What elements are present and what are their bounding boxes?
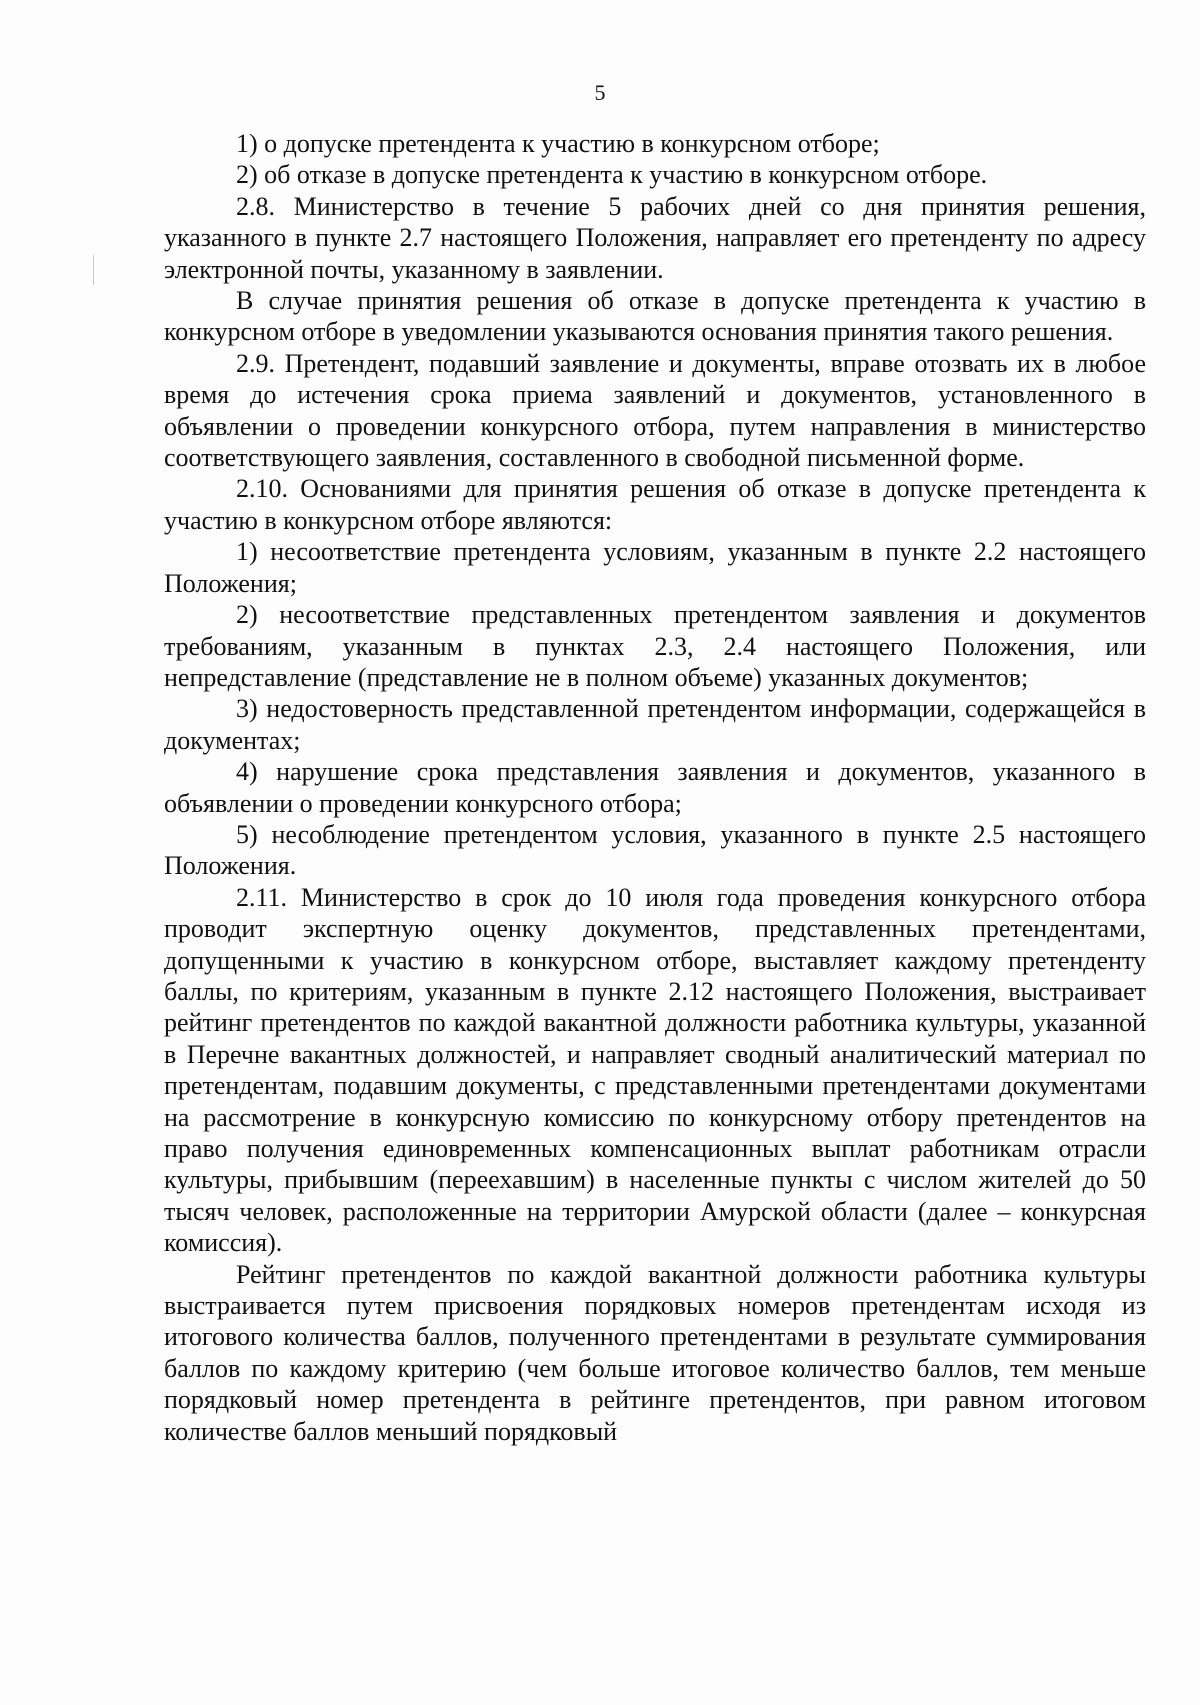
paragraph-ground-3: 3) недостоверность представленной претендентом информации, содержащейся в документах; — [164, 694, 1146, 755]
paragraph-refusal-notice: В случае принятия решения об отказе в допуске претендента к участию в конкурсном отборе в уведомлении указываются основания принятия такого решения. — [164, 286, 1146, 347]
paragraph-item-2: 2) об отказе в допуске претендента к участию в конкурсном отборе. — [236, 160, 988, 190]
paragraph-item-1: 1) о допуске претендента к участию в конкурсном отборе; — [236, 129, 880, 158]
paragraph-ground-2: 2) несоответствие представленных претендентом заявления и документов требованиям, указанным в пунктах 2.3, 2.4 настоящего Положения, или непредставление (представление не в полном объеме) указанных документов; — [164, 600, 1146, 692]
document-body — [164, 128, 1146, 1447]
paragraph-ground-1: 1) несоответствие претендента условиям, указанным в пункте 2.2 настоящего Положения; — [164, 537, 1146, 598]
paragraph-ground-4: 4) нарушение срока представления заявления и документов, указанного в объявлении о проведении конкурсного отбора; — [164, 757, 1146, 818]
scan-margin-mark — [93, 255, 94, 285]
page-number: 5 — [594, 80, 606, 105]
paragraph-2-8: 2.8. Министерство в течение 5 рабочих дней со дня принятия решения, указанного в пункте 2.7 настоящего Положения, направляет его претенденту по адресу электронной почты, указанному в заявлении. — [164, 191, 1146, 284]
paragraph-ground-5: 5) несоблюдение претендентом условия, указанного в пункте 2.5 настоящего Положения. — [164, 819, 1146, 881]
paragraph-2-10: 2.10. Основаниями для принятия решения об отказе в допуске претендента к участию в конкурсном отборе являются: — [164, 474, 1146, 535]
paragraph-2-9: 2.9. Претендент, подавший заявление и документы, вправе отозвать их в любое время до истечения срока приема заявлений и документов, установленного в объявлении о проведении конкурсного отбора, путем направления в министерство соответствующего заявления, составленного в свободной письменной форме. — [164, 348, 1146, 473]
paragraph-rating: Рейтинг претендентов по каждой вакантной должности работника культуры выстраивается путем присвоения порядковых номеров претендентам исходя из итогового количества баллов, полученного претендентами в результате суммирования баллов по каждому критерию (чем больше итоговое количество баллов, тем меньше порядковый номер претендента в рейтинге претендентов, при равном итоговом количестве баллов меньший порядковый — [164, 1259, 1146, 1446]
paragraph-2-11: 2.11. Министерство в срок до 10 июля года проведения конкурсного отбора проводит экспертную оценку документов, представленных претендентами, допущенными к участию в конкурсном отборе, выставляет каждому претенденту баллы, по критериям, указанным в пункте 2.12 настоящего Положения, выстраивает рейтинг претендентов по каждой вакантной должности работника культуры, указанной в Перечне вакантных должностей, и направляет сводный аналитический материал по претендентам, подавшим документы, с представленными претендентами документами на рассмотрение в конкурсную комиссию по конкурсному отбору претендентов на право получения единовременных компенсационных выплат работникам отрасли культуры, прибывшим (переехавшим) в населенные пункты с числом жителей до 50 тысяч человек, расположенные на территории Амурской области (далее – конкурсная комиссия). — [164, 882, 1146, 1258]
